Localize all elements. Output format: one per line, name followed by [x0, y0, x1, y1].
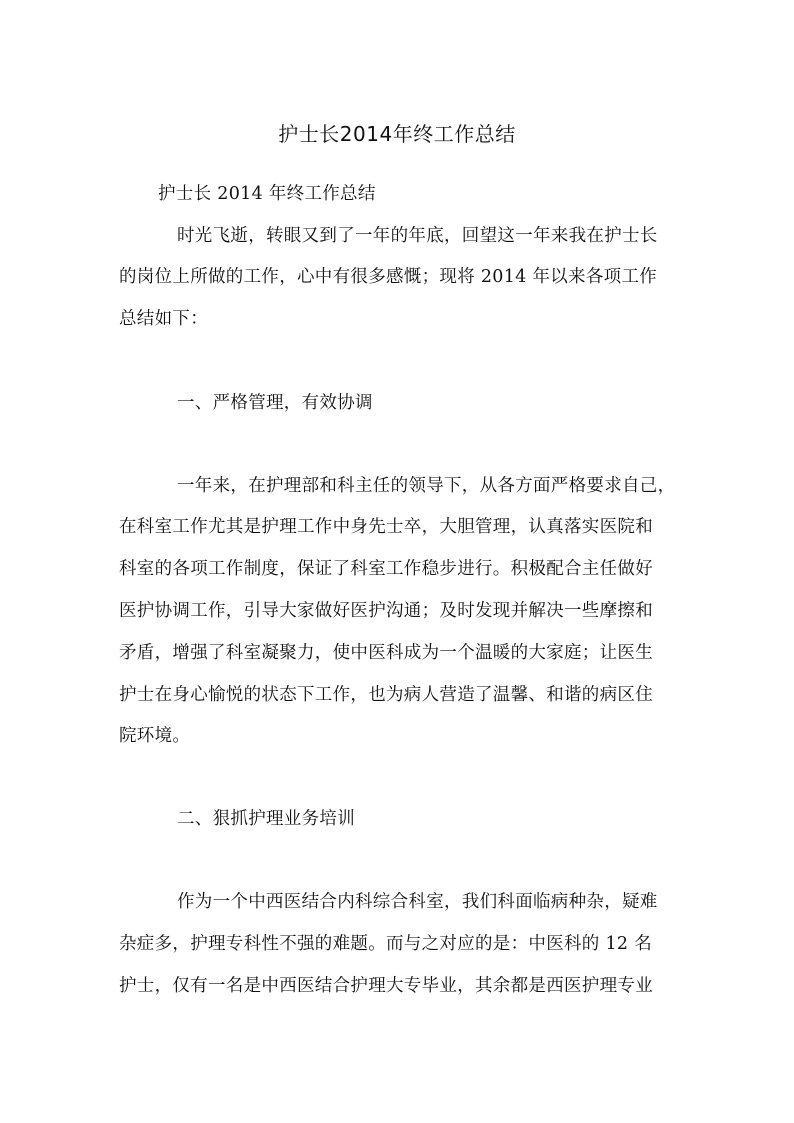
section-1-line-3: 科室的各项工作制度，保证了科室工作稳步进行。积极配合主任做好 [119, 559, 653, 579]
section-1-line-6: 护士在身心愉悦的状态下工作，也为病人营造了温馨、和谐的病区住 [119, 685, 653, 705]
intro-line-2: 的岗位上所做的工作，心中有很多感慨；现将 2014 年以来各项工作 [119, 267, 658, 287]
section-1-line-7: 院环境。 [119, 726, 191, 746]
section-2-heading: 二、狠抓护理业务培训 [177, 809, 355, 829]
section-1-line-4: 医护协调工作，引导大家做好医护沟通；及时发现并解决一些摩擦和 [119, 601, 653, 621]
intro-line-1: 时光飞逝，转眼又到了一年的年底，回望这一年来我在护士长 [177, 226, 658, 246]
section-2-line-1: 作为一个中西医结合内科综合科室，我们科面临病种杂，疑难 [177, 892, 658, 912]
document-subtitle: 护士长 2014 年终工作总结 [158, 184, 376, 204]
section-1-line-2: 在科室工作尤其是护理工作中身先士卒，大胆管理，认真落实医院和 [119, 517, 653, 537]
intro-line-3: 总结如下： [119, 309, 208, 329]
section-2-line-2: 杂症多，护理专科性不强的难题。而与之对应的是：中医科的 12 名 [119, 934, 652, 954]
section-2-line-3: 护士，仅有一名是中西医结合护理大专毕业，其余都是西医护理专业 [119, 976, 653, 996]
section-1-heading: 一、严格管理，有效协调 [177, 393, 373, 413]
section-1-line-5: 矛盾，增强了科室凝聚力，使中医科成为一个温暖的大家庭；让医生 [119, 643, 653, 663]
page-title: 护士长2014年终工作总结 [278, 122, 516, 146]
section-1-line-1: 一年来，在护理部和科主任的领导下，从各方面严格要求自己， [177, 476, 676, 496]
